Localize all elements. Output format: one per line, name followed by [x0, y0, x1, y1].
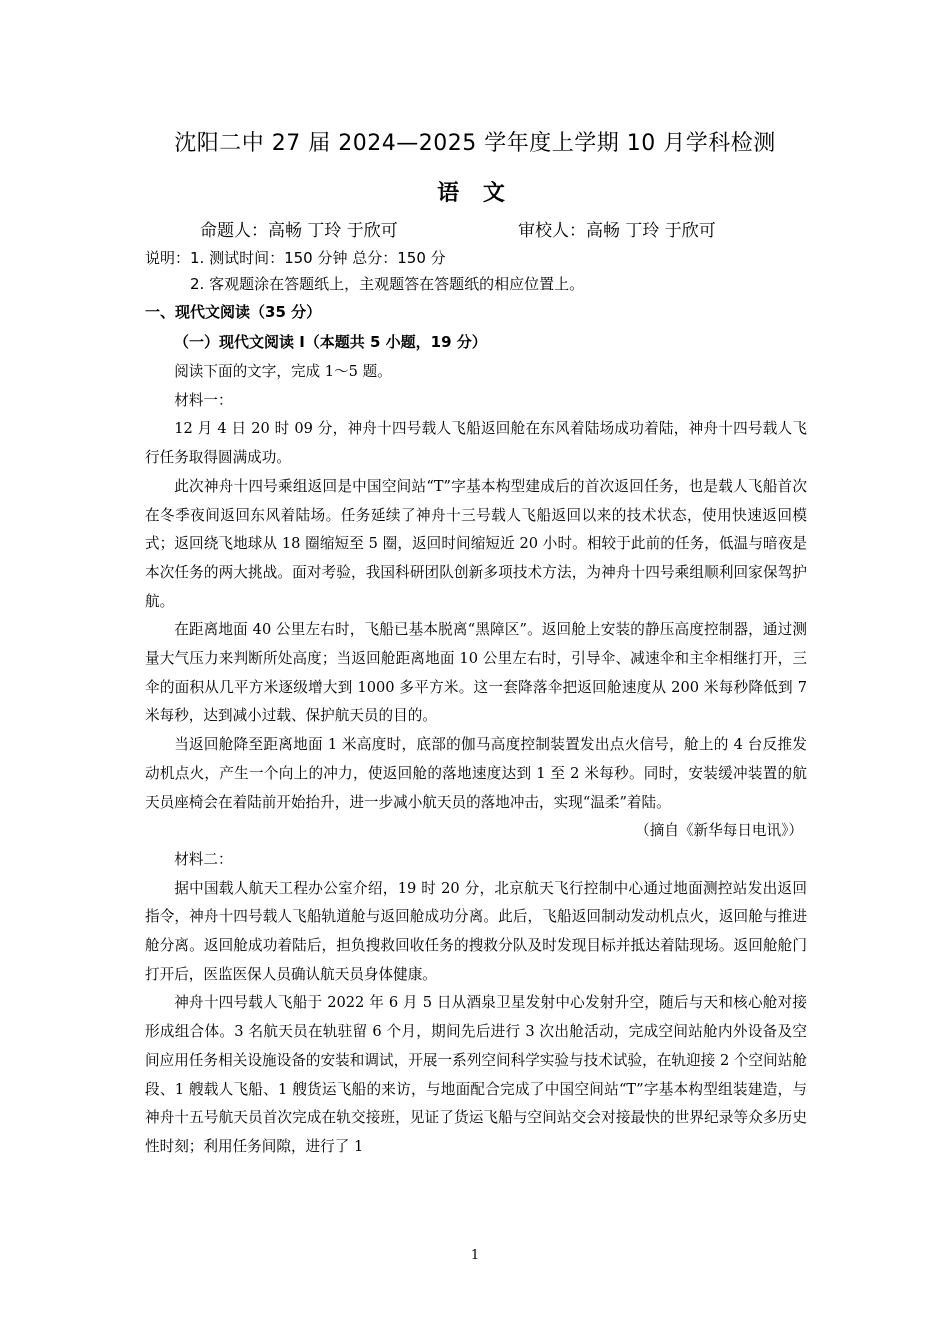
instruction-line-2: 2. 客观题涂在答题纸上，主观题答在答题纸的相应位置上。 — [190, 275, 585, 293]
instruction-line-1: 说明：1. 测试时间：150 分钟 总分：150 分 — [145, 249, 446, 267]
paragraph-6: 神舟十四号载人飞船于 2022 年 6 月 5 日从酒泉卫星发射中心发射升空，随后与天和核心舱对接形成组合体。3 名航天员在轨驻留 6 个月，期间先后进行 3 次出舱活动，完成空间站舱内外设备及空间应用任务相关设施设备的安装和调试，开展一系列空间科学实验与技术试验，在轨迎接 2 个空间站舱段、1 艘载人飞船、1 艘货运飞船的来访，与地面配合完成了中国空间站“T”字基本构型组装建造，与神舟十五号航天员首次完成在轨交接班，见证了货运飞船与空间站交会对接最快的世界纪录等众多历史性时刻；利用任务间隙，进行了 1 — [145, 994, 807, 1155]
source-citation: （摘自《新华每日电讯》） — [635, 822, 803, 840]
material-2-label: 材料二： — [174, 850, 233, 868]
subject-title: 语 文 — [437, 181, 513, 206]
author-line — [200, 216, 716, 241]
paragraph-1: 12 月 4 日 20 时 09 分，神舟十四号载人飞船返回舱在东风着陆场成功着陆，神舟十四号载人飞行任务取得圆满成功。 — [145, 420, 807, 467]
paragraph-5: 据中国载人航天工程办公室介绍，19 时 20 分，北京航天飞行控制中心通过地面测控站发出返回指令，神舟十四号载人飞船轨道舱与返回舱成功分离。此后，飞船返回制动发动机点火，返回舱与推进舱分离。返回舱成功着陆后，担负搜救回收任务的搜救分队及时发现目标并抵达着陆现场。返回舱舱门打开后，医监医保人员确认航天员身体健康。 — [145, 879, 807, 983]
passage-intro: 阅读下面的文字，完成 1～5 题。 — [174, 363, 392, 380]
material-1-label: 材料一： — [174, 391, 233, 409]
page-number: 1 — [470, 1248, 480, 1263]
subsection-heading: （一）现代文阅读 I（本题共 5 小题，19 分） — [174, 333, 487, 351]
setters-text: 命题人：高畅 丁玲 于欣可 — [200, 221, 398, 241]
section-heading: 一、现代文阅读（35 分） — [145, 303, 322, 321]
exam-title: 沈阳二中 27 届 2024—2025 学年度上学期 10 月学科检测 — [174, 131, 776, 156]
reviewers-text: 审校人：高畅 丁玲 于欣可 — [518, 221, 716, 241]
paragraph-2: 此次神舟十四号乘组返回是中国空间站“T”字基本构型建成后的首次返回任务，也是载人飞船首次在冬季夜间返回东风着陆场。任务延续了神舟十三号载人飞船返回以来的技术状态，使用快速返回模式；返回绕飞地球从 18 圈缩短至 5 圈，返回时间缩短近 20 小时。相较于此前的任务，低温与暗夜是本次任务的两大挑战。面对考验，我国科研团队创新多项技术方法，为神舟十四号乘组顺利回家保驾护航。 — [145, 477, 807, 610]
passage-body — [145, 358, 807, 1162]
paragraph-3: 在距离地面 40 公里左右时，飞船已基本脱离“黑障区”。返回舱上安装的静压高度控制器，通过测量大气压力来判断所处高度；当返回舱距离地面 10 公里左右时，引导伞、减速伞和主伞相继打开，三伞的面积从几平方米逐级增大到 1000 多平方米。这一套降落伞把返回舱速度从 200 米每秒降低到 7 米每秒，达到减小过载、保护航天员的目的。 — [145, 621, 807, 725]
paragraph-4: 当返回舱降至距离地面 1 米高度时，底部的伽马高度控制装置发出点火信号，舱上的 4 台反推发动机点火，产生一个向上的冲力，使返回舱的落地速度达到 1 至 2 米每秒。同时，安装缓冲装置的航天员座椅会在着陆前开始抬升，进一步减小航天员的落地冲击，实现“温柔”着陆。 — [145, 736, 807, 811]
